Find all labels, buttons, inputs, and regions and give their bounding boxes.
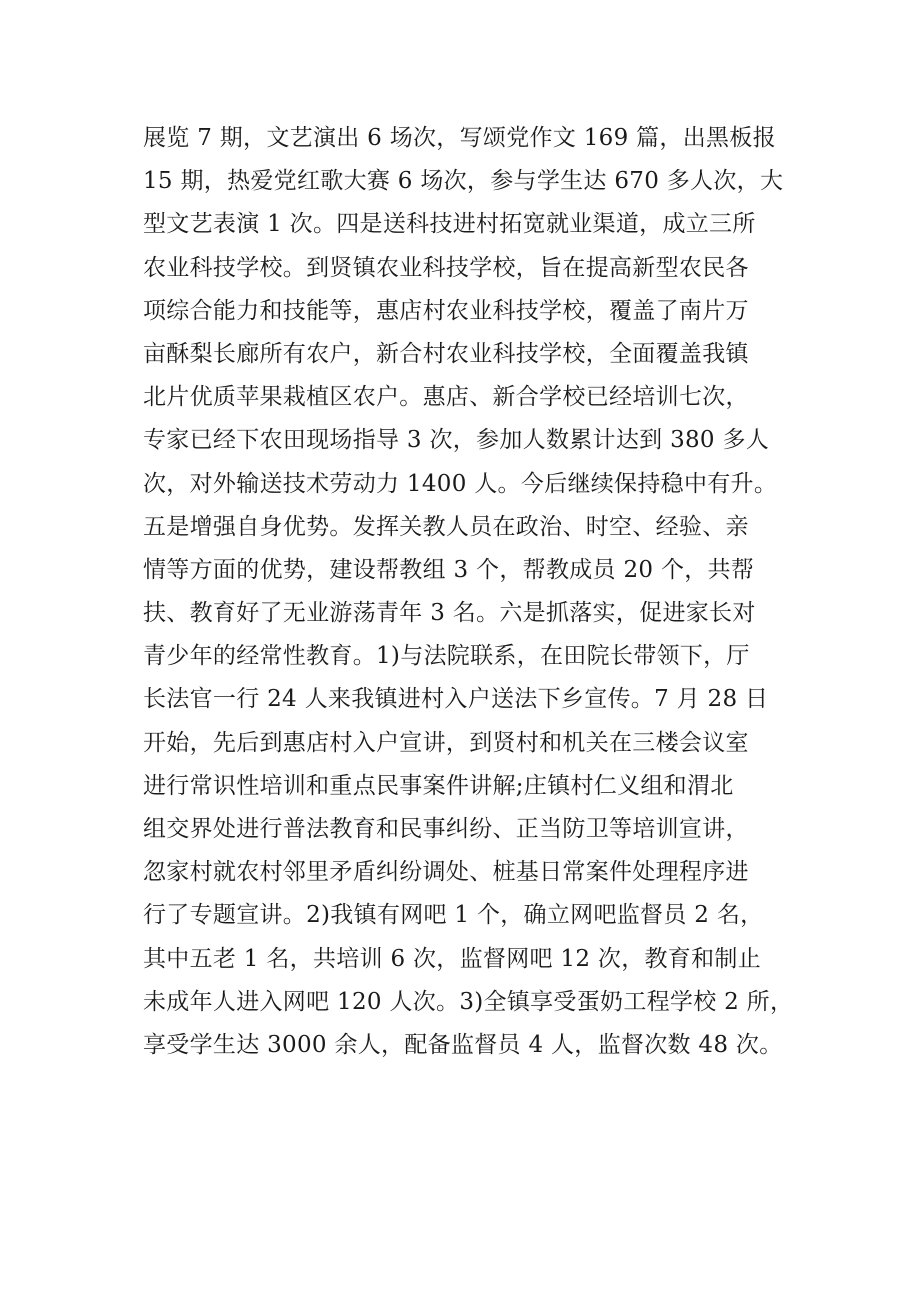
text-line: 农业科技学校。到贤镇农业科技学校，旨在提高新型农民各	[143, 254, 749, 281]
text-line: 亩酥梨长廊所有农户，新合村农业科技学校，全面覆盖我镇	[143, 340, 749, 367]
text-line: 进行常识性培训和重点民事案件讲解;庄镇村仁义组和渭北	[143, 772, 734, 799]
text-line: 五是增强自身优势。发挥关教人员在政治、时空、经验、亲	[143, 513, 749, 540]
text-line: 长法官一行 24 人来我镇进村入户送法下乡宣传。7 月 28 日	[143, 686, 769, 713]
text-line: 其中五老 1 名，共培训 6 次，监督网吧 12 次，教育和制止	[143, 945, 761, 972]
text-line: 情等方面的优势，建设帮教组 3 个，帮教成员 20 个，共帮	[143, 556, 755, 583]
text-line: 开始，先后到惠店村入户宣讲，到贤村和机关在三楼会议室	[143, 729, 749, 756]
text-line: 扶、教育好了无业游荡青年 3 名。六是抓落实，促进家长对	[143, 600, 756, 627]
text-line: 次，对外输送技术劳动力 1400 人。今后继续保持稳中有升。	[143, 470, 778, 497]
body-text	[143, 117, 823, 1067]
text-line: 组交界处进行普法教育和民事纠纷、正当防卫等培训宣讲，	[143, 816, 749, 842]
text-line: 青少年的经常性教育。1)与法院联系，在田院长带领下，厅	[143, 643, 750, 670]
text-line: 行了专题宣讲。2)我镇有网吧 1 个，确立网吧监督员 2 名，	[143, 902, 764, 929]
text-line: 展览 7 期，文艺演出 6 场次，写颂党作文 169 篇，出黑板报	[143, 125, 776, 151]
text-line: 未成年人进入网吧 120 人次。3)全镇享受蛋奶工程学校 2 所，	[143, 988, 794, 1015]
text-line: 享受学生达 3000 余人，配备监督员 4 人，监督次数 48 次。	[143, 1031, 783, 1058]
text-line: 15 期，热爱党红歌大赛 6 场次，参与学生达 670 多人次，大	[143, 168, 784, 195]
text-line: 型文艺表演 1 次。四是送科技进村拓宽就业渠道，成立三所	[143, 211, 756, 238]
text-line: 忽家村就农村邻里矛盾纠纷调处、桩基日常案件处理程序进	[143, 859, 749, 886]
text-line: 专家已经下农田现场指导 3 次，参加人数累计达到 380 多人	[143, 427, 770, 454]
text-line: 项综合能力和技能等，惠店村农业科技学校，覆盖了南片万	[143, 297, 749, 324]
text-line: 北片优质苹果栽植区农户。惠店、新合学校已经培训七次，	[143, 384, 749, 411]
